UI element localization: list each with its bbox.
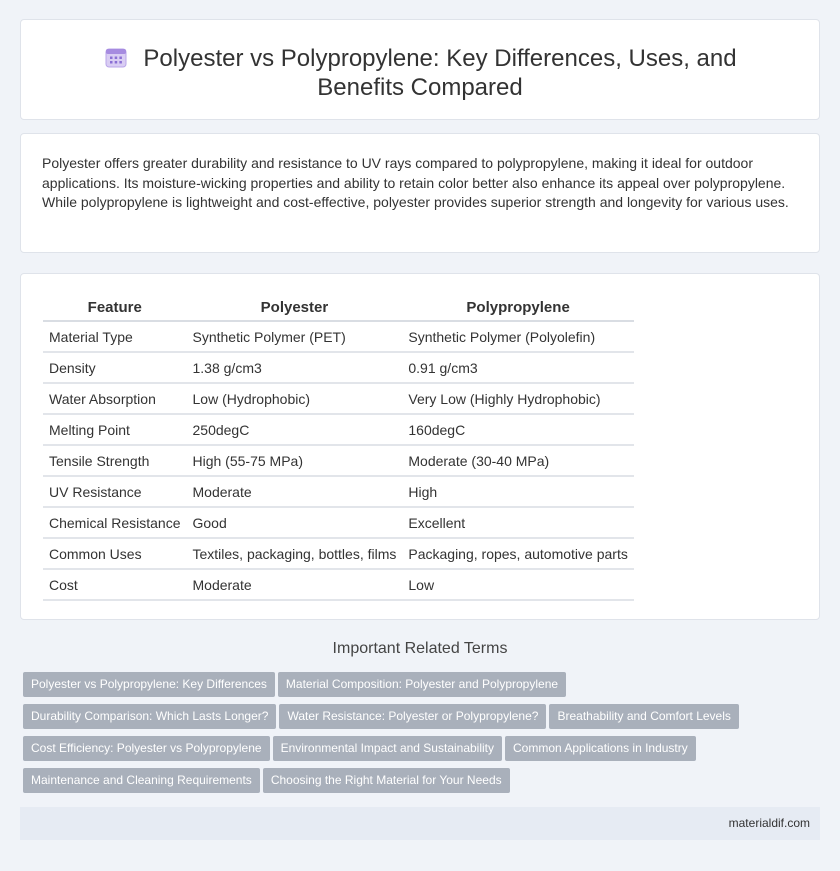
- related-terms-row: [23, 704, 823, 736]
- table-row: [43, 353, 634, 384]
- table-cell: 1.38 g/cm3: [187, 353, 403, 384]
- related-term-tag[interactable]: Common Applications in Industry: [505, 736, 696, 761]
- table-row: [43, 322, 634, 353]
- table-cell: Moderate: [187, 477, 403, 508]
- related-term-tag[interactable]: Durability Comparison: Which Lasts Longer?: [23, 704, 276, 729]
- footer-site[interactable]: materialdif.com: [728, 816, 810, 830]
- table-cell: Low (Hydrophobic): [187, 384, 403, 415]
- table-row: [43, 539, 634, 570]
- table-cell: Melting Point: [43, 415, 187, 446]
- header-polypropylene: Polypropylene: [402, 294, 633, 322]
- related-terms-title: Important Related Terms: [332, 640, 508, 657]
- calendar-icon: [103, 47, 129, 69]
- table-cell: High: [402, 477, 633, 508]
- page-title-wrap: [61, 44, 779, 102]
- table-cell: Water Absorption: [43, 384, 187, 415]
- related-terms-row: [23, 672, 823, 704]
- table-row: [43, 570, 634, 601]
- related-term-tag[interactable]: Material Composition: Polyester and Polypropylene: [278, 672, 566, 697]
- table-cell: Good: [187, 508, 403, 539]
- table-cell: Tensile Strength: [43, 446, 187, 477]
- related-terms-row: [23, 768, 823, 800]
- table-cell: UV Resistance: [43, 477, 187, 508]
- table-cell: Cost: [43, 570, 187, 601]
- table-cell: 250degC: [187, 415, 403, 446]
- table-cell: Low: [402, 570, 633, 601]
- table-cell: Very Low (Highly Hydrophobic): [402, 384, 633, 415]
- table-cell: Moderate: [187, 570, 403, 601]
- table-cell: Synthetic Polymer (PET): [187, 322, 403, 353]
- related-term-tag[interactable]: Choosing the Right Material for Your Needs: [263, 768, 510, 793]
- table-row: [43, 508, 634, 539]
- table-cell: 0.91 g/cm3: [402, 353, 633, 384]
- comparison-table: [43, 294, 634, 601]
- intro-paragraph: Polyester offers greater durability and resistance to UV rays compared to polypropylene, making it ideal for outdoor applications. Its moisture-wicking properties and ability to retain color better also enhance its appeal over polypropylene. While polypropylene is lightweight and cost-effective, polyester provides superior strength and longevity for various uses.: [42, 155, 789, 210]
- table-cell: Material Type: [43, 322, 187, 353]
- table-row: [43, 477, 634, 508]
- table-cell: Common Uses: [43, 539, 187, 570]
- header-card: [20, 19, 820, 120]
- related-terms-list: [23, 672, 823, 800]
- table-cell: Excellent: [402, 508, 633, 539]
- intro-card: [20, 133, 820, 253]
- table-row: [43, 415, 634, 446]
- page-title: Polyester vs Polypropylene: Key Differences, Uses, and Benefits Compared: [143, 45, 737, 101]
- related-term-tag[interactable]: Polyester vs Polypropylene: Key Differences: [23, 672, 275, 697]
- related-term-tag[interactable]: Environmental Impact and Sustainability: [273, 736, 502, 761]
- related-term-tag[interactable]: Breathability and Comfort Levels: [549, 704, 738, 729]
- comparison-card: [20, 273, 820, 620]
- table-cell: Density: [43, 353, 187, 384]
- table-cell: Synthetic Polymer (Polyolefin): [402, 322, 633, 353]
- table-row: [43, 384, 634, 415]
- related-terms-row: [23, 736, 823, 768]
- related-term-tag[interactable]: Water Resistance: Polyester or Polypropylene?: [279, 704, 546, 729]
- table-header-row: [43, 294, 634, 322]
- table-row: [43, 446, 634, 477]
- related-term-tag[interactable]: Maintenance and Cleaning Requirements: [23, 768, 260, 793]
- header-feature: Feature: [43, 294, 187, 322]
- related-term-tag[interactable]: Cost Efficiency: Polyester vs Polypropylene: [23, 736, 270, 761]
- table-cell: Chemical Resistance: [43, 508, 187, 539]
- table-cell: Textiles, packaging, bottles, films: [187, 539, 403, 570]
- table-cell: Packaging, ropes, automotive parts: [402, 539, 633, 570]
- table-cell: 160degC: [402, 415, 633, 446]
- footer: [20, 807, 820, 840]
- header-polyester: Polyester: [187, 294, 403, 322]
- table-cell: Moderate (30-40 MPa): [402, 446, 633, 477]
- table-cell: High (55-75 MPa): [187, 446, 403, 477]
